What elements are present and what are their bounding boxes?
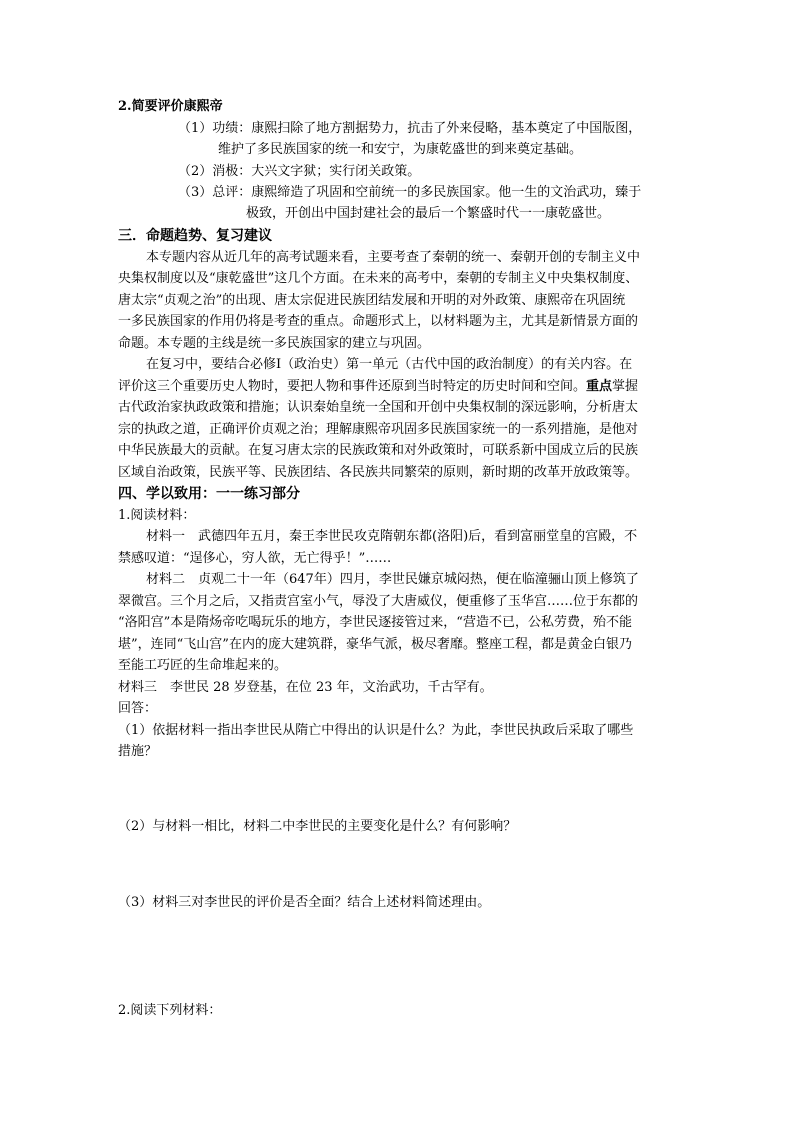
review-line-4: 宗的执政之道，正确评价贞观之治；理解康熙帝巩固多民族国家统一的一系列措施，是他对 bbox=[118, 422, 639, 437]
trend-line-3: 唐太宗“贞观之治”的出现、唐太宗促进民族团结发展和开明的对外政策、康熙帝在巩固统 bbox=[118, 293, 626, 308]
merit-line-2: 维护了多民族国家的统一和安宁，为康乾盛世的到来奠定基础。 bbox=[218, 142, 583, 157]
material2-line-1: 材料二 贞观二十一年（647年）四月，李世民嫌京城闷热，便在临潼骊山顶上修筑了 bbox=[146, 572, 639, 587]
section3-heading: 三．命题趋势、复习建议 bbox=[118, 228, 272, 244]
material2-line-5: 至能工巧匠的生命堆起来的。 bbox=[118, 658, 288, 673]
review-line-2-text: 评价这三个重要历史人物时，要把人物和事件还原到当时特定的历史时间和空间。 bbox=[118, 379, 587, 394]
section4-heading: 四、学以致用：一一练习部分 bbox=[118, 486, 300, 502]
review-line-6: 区域自治政策，民族平等、民族团结、各民族共同繁荣的原则，新时期的改革开放政策等。 bbox=[118, 465, 639, 480]
answer-label: 回答： bbox=[118, 701, 158, 716]
question2-label: 2.阅读下列材料： bbox=[118, 1003, 222, 1018]
trend-line-4: 一多民族国家的作用仍将是考查的重点。命题形式上，以材料题为主，尤其是新情景方面的 bbox=[118, 314, 639, 329]
section2-heading: 2.简要评价康熙帝 bbox=[118, 99, 223, 114]
question1-label: 1.阅读材料： bbox=[118, 508, 196, 523]
question1b: （2）与材料一相比，材料二中李世民的主要变化是什么？有何影响？ bbox=[118, 819, 517, 834]
material3-line: 材料三 李世民 28 岁登基，在位 23 年，文治武功，千古罕有。 bbox=[118, 680, 493, 695]
question1c: （3）材料三对李世民的评价是否全面？结合上述材料简述理由。 bbox=[118, 895, 491, 910]
negative-line: （2）消极：大兴文字狱；实行闭关政策。 bbox=[178, 164, 421, 179]
material1-line-1: 材料一 武德四年五月，秦王李世民攻克隋朝东都(洛阳)后，看到富丽堂皇的宫殿，不 bbox=[146, 529, 638, 544]
review-line-1: 在复习中，要结合必修Ⅰ（政治史）第一单元（古代中国的政治制度）的有关内容。在 bbox=[146, 357, 633, 372]
trend-line-5: 命题。本专题的主线是统一多民族国家的建立与巩固。 bbox=[118, 336, 431, 351]
review-line-2-end: 掌握 bbox=[612, 379, 639, 394]
material2-line-3: “洛阳宫”本是隋炀帝吃喝玩乐的地方，李世民逐接管过来，“营造不已，公私劳费，殆不能 bbox=[118, 615, 632, 630]
question1a-line-2: 措施？ bbox=[118, 744, 158, 759]
material2-line-4: 堪”，连同“飞山宫”在内的庞大建筑群，豪华气派，极尽奢靡。整座工程，都是黄金白银乃 bbox=[118, 637, 632, 652]
trend-line-1: 本专题内容从近几年的高考试题来看，主要考查了秦朝的统一、秦朝开创的专制主义中 bbox=[146, 250, 641, 265]
summary-line-2: 极致，开创出中国封建社会的最后一个繁盛时代一一康乾盛世。 bbox=[246, 206, 611, 221]
question1a-line-1: （1）依据材料一指出李世民从隋亡中得出的认识是什么？为此，李世民执政后采取了哪些 bbox=[118, 723, 634, 738]
review-line-5: 中华民族最大的贡献。在复习唐太宗的民族政策和对外政策时，可联系新中国成立后的民族 bbox=[118, 443, 639, 458]
review-line-2 bbox=[118, 376, 638, 398]
material2-line-2: 翠微宫。三个月之后，又指责宫室小气，辱没了大唐威仪，便重修了玉华宫……位于东都的 bbox=[118, 594, 639, 609]
key-point-label: 重点 bbox=[586, 379, 613, 394]
trend-line-2: 央集权制度以及“康乾盛世”这几个方面。在未来的高考中，秦朝的专制主义中央集权制度、 bbox=[118, 271, 639, 286]
review-line-3: 古代政治家执政政策和措施；认识秦始皇统一全国和开创中央集权制的深远影响，分析唐太 bbox=[118, 400, 639, 415]
summary-line-1: （3）总评：康熙缔造了巩固和空前统一的多民族国家。他一生的文治武功，臻于 bbox=[178, 185, 642, 200]
merit-line-1: （1）功绩：康熙扫除了地方割据势力，抗击了外来侵略，基本奠定了中国版图， bbox=[178, 121, 642, 136]
material1-line-2: 禁感叹道：“逞侈心，穷人欲，无亡得乎！”…… bbox=[118, 551, 392, 566]
